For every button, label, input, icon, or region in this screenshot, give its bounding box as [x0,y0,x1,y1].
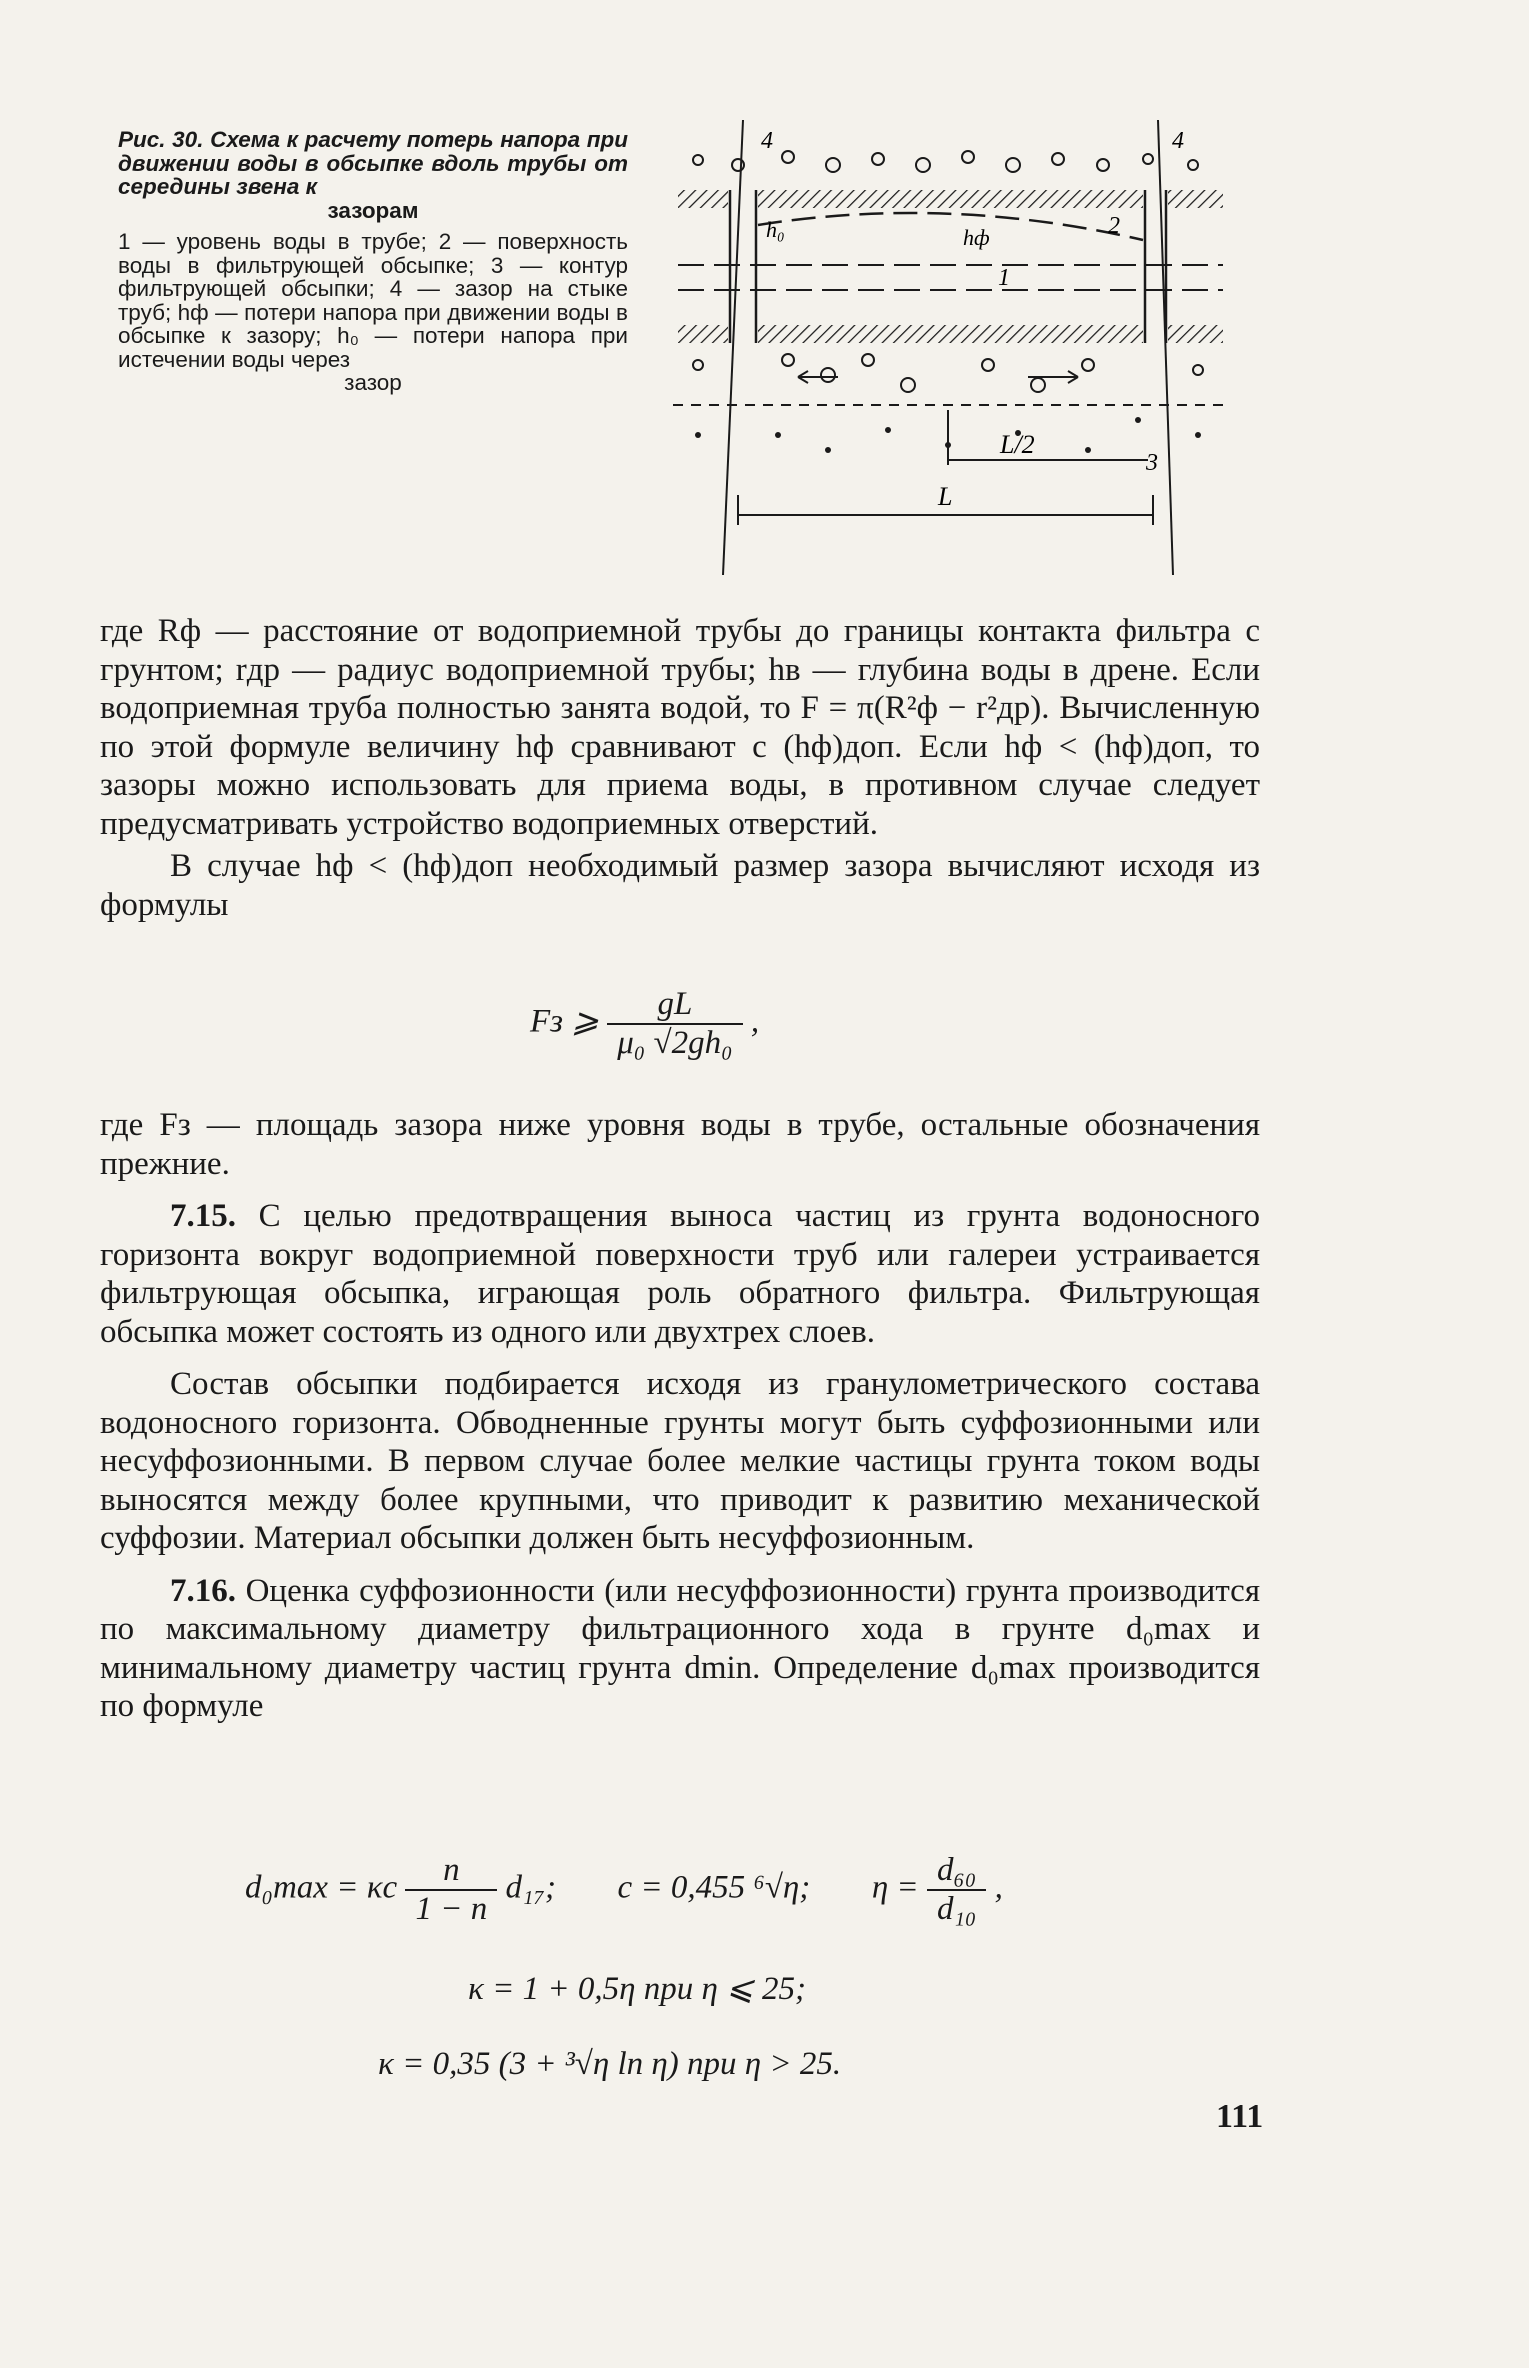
formula-eta-denominator: d₁₀ [936,1891,977,1927]
formula-dmax-numerator: n [405,1852,497,1891]
formula-gap-fraction [607,986,742,1062]
paragraph-7-15 [100,1197,1260,1351]
paragraph-7-16-text: Оценка суффозионности (или несуффозионности) грунта производится по максимальному диаметру фильтрационного хода в грунте d₀max и минимальному диаметру частиц грунта dmin. Определение d₀max производится по формуле [100,1572,1260,1724]
caption-title-end: зазорам [327,197,419,223]
paragraph-7-16 [100,1572,1260,1726]
paragraph-definitions: где Rф — расстояние от водоприемной трубы до границы контакта фильтра с грунтом; rдр — радиус водоприемной трубы; hв — глубина воды в дрене. Если водоприемная труба полностью занята водой, то F = π(R²ф − r²др). Вычисленную по этой формуле величину hф сравнивают с (hф)доп. Если hф < (hф)доп, то зазоры можно использовать для приема воды, в противном случае следует предусматривать устройство водоприемных отверстий. [100,613,1260,842]
paragraph-composition: Состав обсыпки подбирается исходя из гранулометрического состава водоносного горизонта. Обводненные грунты могут быть суффозионными или несуффозионными. В первом случае более мелкие частицы грунта током воды выносятся между более крупными, что приводит к развитию механической суффозии. Материал обсыпки должен быть несуффозионным. [100,1366,1260,1556]
paragraph-gap-notation: где Fз — площадь зазора ниже уровня воды в трубе, остальные обозначения прежние. [100,1107,1260,1182]
legend-end: зазор [344,370,402,395]
formula-eta-tail: , [994,1869,1003,1906]
section-number-7-15: 7.15. [170,1198,236,1234]
formula-c: c = 0,455 ⁶√η; [617,1869,811,1906]
formula-gap-tail: , [750,1003,760,1040]
formula-dmax-fraction [405,1852,497,1928]
legend-text: 1 — уровень воды в трубе; 2 — поверхность воды в фильтрующей обсыпке; 3 — контур фильтрующей обсыпки; 4 — зазор на стыке труб; hф — потери напора при движении воды в обсыпке к зазору; h₀ — потери напора при истечении воды через [118,229,628,372]
formula-gap-lhs: Fз ⩾ [530,1003,599,1040]
page-number: 111 [1216,2098,1264,2135]
formula-dmax-lhs: d₀max = κc [245,1869,398,1906]
formula-gap-numerator: gL [607,986,742,1025]
label-h0: h₀ [766,217,785,242]
caption-legend [118,230,628,395]
formula-gap-area [530,986,759,1062]
paragraph-7-15-text: С целью предотвращения выноса частиц из грунта водоносного горизонта вокруг водоприемной поверхности труб или галереи устраивается фильтрующая обсыпка, играющая роль обратного фильтра. Фильтрующая обсыпка может состоять из одного или двухтрех слоев. [100,1198,1260,1350]
caption-title: Рис. 30. Схема к расчету потерь напора при движении воды в обсыпке вдоль трубы от середины звена к [118,127,628,199]
label-hf: hф [963,225,990,250]
label-gap-right: 4 [1172,128,1184,154]
formula-gap-denominator: μ₀ √2gh₀ [617,1025,733,1061]
formula-eta-lhs: η = [871,1869,919,1906]
label-level: 1 [998,265,1010,291]
pipe-scheme-figure [668,115,1228,575]
text-block-2 [100,1106,1260,1726]
formula-eta-fraction [927,1852,986,1928]
text-block-1 [100,612,1260,924]
formula-kappa-high: κ = 0,35 (3 + ³√η ln η) при η > 25. [378,2046,842,2082]
figure-caption [118,128,628,395]
formula-dmax-tail: d₁₇; [505,1869,556,1906]
paragraph-gap-size: В случае hф < (hф)доп необходимый размер зазора вычисляют исходя из формулы [100,848,1260,923]
label-surface: 2 [1108,213,1120,239]
gravel-top [693,151,1198,172]
formula-eta-numerator: d₆₀ [927,1852,986,1891]
formula-dmax [245,1852,1003,1928]
formula-kappa-low: κ = 1 + 0,5η при η ⩽ 25; [468,1971,807,2007]
label-half-length: L/2 [1000,430,1035,459]
label-length: L [938,482,953,511]
section-number-7-16: 7.16. [170,1572,236,1609]
label-contour: 3 [1146,450,1158,476]
label-gap-left: 4 [761,128,773,154]
formula-dmax-denominator: 1 − n [415,1891,488,1927]
